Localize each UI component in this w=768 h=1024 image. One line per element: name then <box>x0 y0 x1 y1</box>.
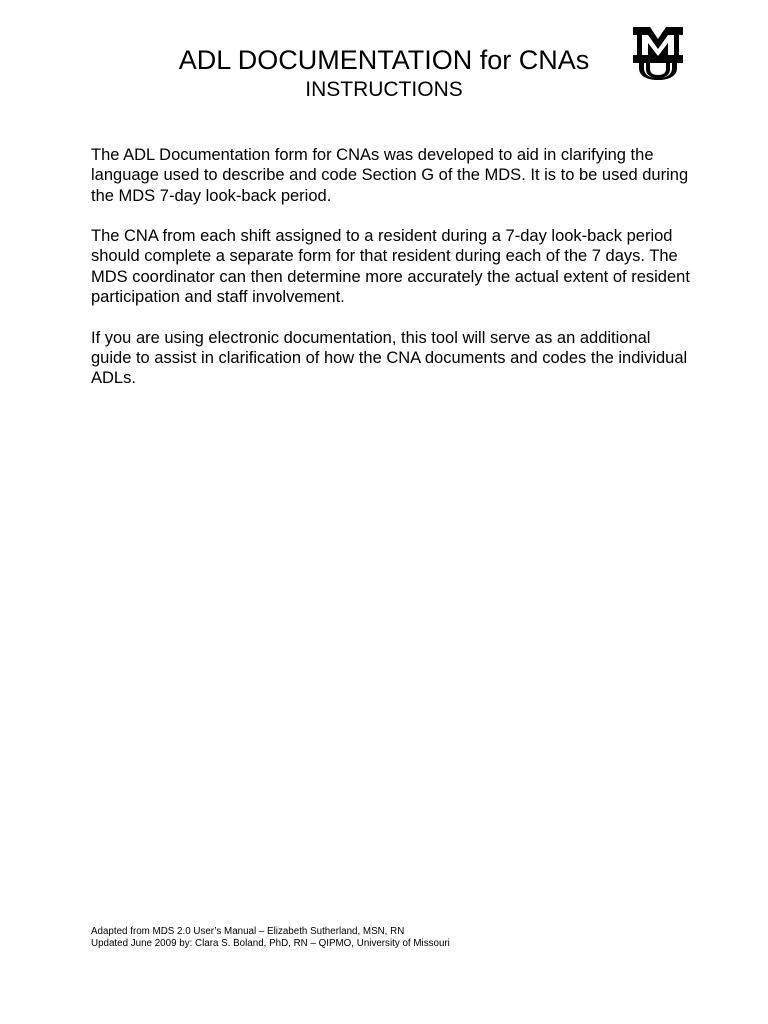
paragraph-shift-usage: The CNA from each shift assigned to a resident during a 7-day look-back period should complete a separate form for that resident during each of the 7 days. The MDS coordinator can then determine more accurately the actual extent of resident participation and staff involvement. <box>91 227 690 307</box>
paragraph-purpose: The ADL Documentation form for CNAs was developed to aid in clarifying the language used to describe and code Section G of the MDS. It is to be used during the MDS 7-day look-back period. <box>91 146 689 205</box>
footer-adapted-line: Adapted from MDS 2.0 User’s Manual – Elizabeth Sutherland, MSN, RN <box>91 926 405 937</box>
instructions-body <box>91 145 691 409</box>
page-subtitle: INSTRUCTIONS <box>305 78 463 101</box>
page-title: ADL DOCUMENTATION for CNAs <box>178 45 590 75</box>
mu-logo-icon <box>631 25 685 81</box>
paragraph-electronic-documentation: If you are using electronic documentation, this tool will serve as an additional guide to assist in clarification of how the CNA documents and codes the individual ADLs. <box>91 328 688 388</box>
footer-credits <box>91 926 691 949</box>
footer-updated-line: Updated June 2009 by: Clara S. Boland, PhD, RN – QIPMO, University of Missouri <box>91 937 450 949</box>
